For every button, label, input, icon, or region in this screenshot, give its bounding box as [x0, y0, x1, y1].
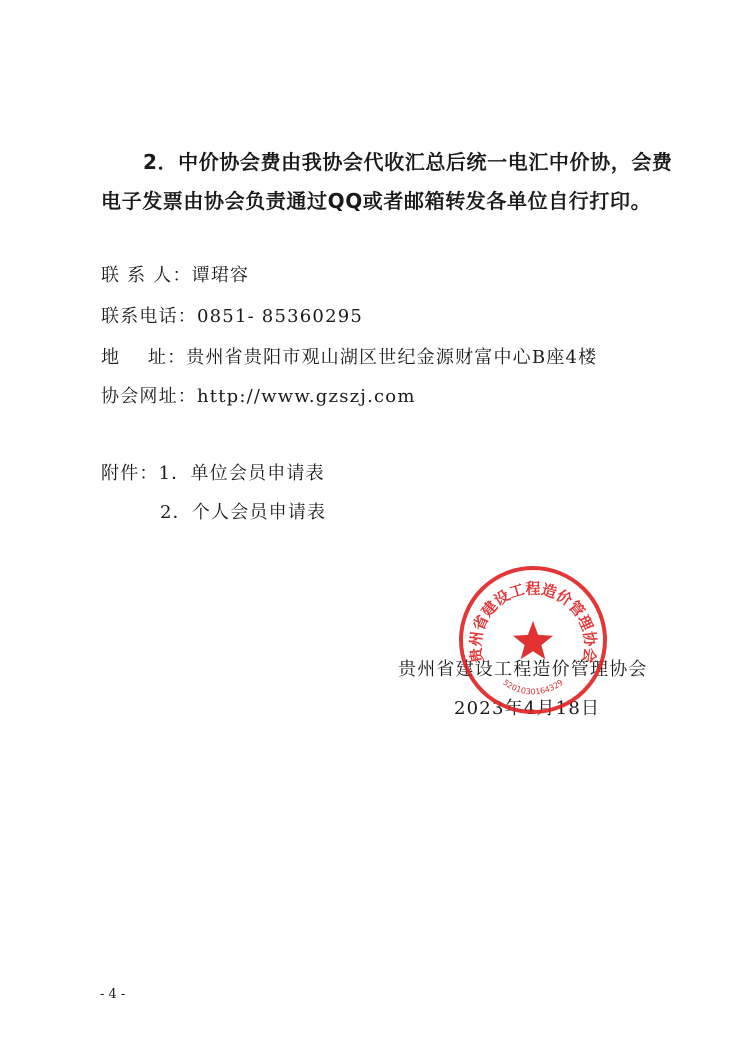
- contact-phone: 联系电话：0851- 85360295: [101, 306, 364, 327]
- signature-org: 贵州省建设工程造价管理协会: [398, 659, 648, 680]
- official-seal-stamp: [458, 565, 608, 715]
- stamp-code: 5201030164329: [501, 677, 565, 697]
- stamp-text: 贵州省建设工程造价管理协会: [466, 579, 600, 665]
- contact-address: 地 址：贵州省贵阳市观山湖区世纪金源财富中心B座4楼: [101, 347, 598, 368]
- signature-date: 2023年4月18日: [454, 698, 601, 719]
- page-number: - 4 -: [100, 987, 126, 1002]
- paragraph-line-2: 电子发票由协会负责通过QQ或者邮箱转发各单位自行打印。: [101, 189, 652, 213]
- contact-person: 联 系 人：谭珺容: [101, 265, 250, 286]
- stamp-star-icon: [513, 621, 553, 659]
- attachment-item-2: 2．个人会员申请表: [160, 502, 327, 523]
- paragraph-line-1: 2．中价协会费由我协会代收汇总后统一电汇中价协，会费: [143, 150, 673, 174]
- contact-website: 协会网址：http://www.gzszj.com: [101, 386, 416, 407]
- attachment-item-1: 附件：1．单位会员申请表: [101, 463, 325, 484]
